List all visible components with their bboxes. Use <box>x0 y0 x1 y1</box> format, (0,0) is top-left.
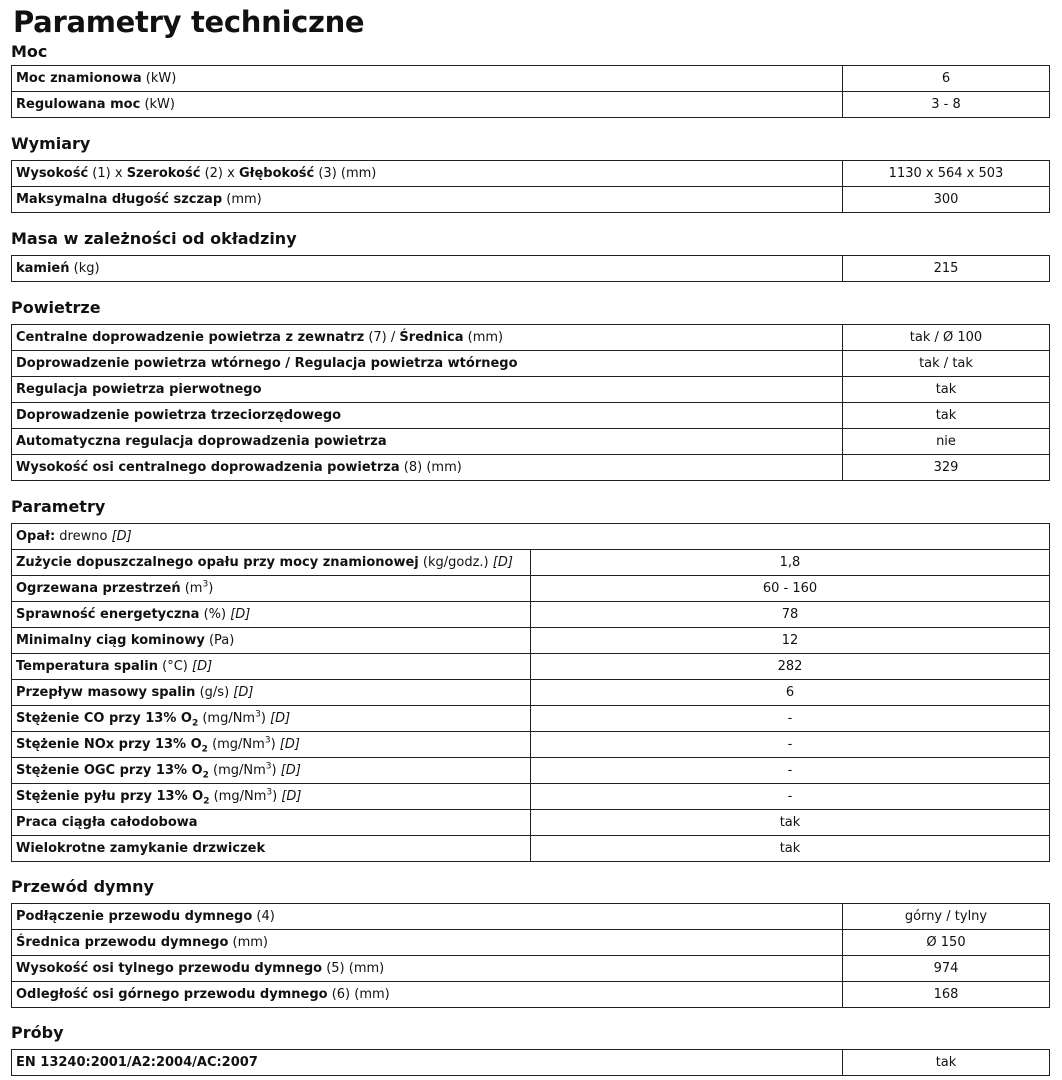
row-value: - <box>531 784 1050 810</box>
row-label: Stężenie pyłu przy 13% $O_2$ (mg/Nm$^3$) [D] <box>12 784 531 810</box>
row-label: kamień (kg) <box>12 256 843 282</box>
table-row <box>12 187 1050 213</box>
section-heading-parametry: Parametry <box>11 497 106 516</box>
section-heading-wymiary: Wymiary <box>11 134 91 153</box>
row-label: Maksymalna długość szczap (mm) <box>12 187 843 213</box>
table-masa <box>11 255 1050 282</box>
row-value: 329 <box>843 455 1050 481</box>
section-heading-proby: Próby <box>11 1023 64 1042</box>
row-value: 60 - 160 <box>531 576 1050 602</box>
row-label: EN 13240:2001/A2:2004/AC:2007 <box>12 1050 843 1076</box>
row-value: 168 <box>843 982 1050 1008</box>
table-row <box>12 377 1050 403</box>
row-label: Doprowadzenie powietrza trzeciorzędowego <box>12 403 843 429</box>
section-heading-przewod-dymny: Przewód dymny <box>11 877 154 896</box>
row-value: Ø 150 <box>843 930 1050 956</box>
table-row <box>12 66 1050 92</box>
table-row <box>12 256 1050 282</box>
row-label: Automatyczna regulacja doprowadzenia powietrza <box>12 429 843 455</box>
table-powietrze <box>11 324 1050 481</box>
row-label: Temperatura spalin (°C) [D] <box>12 654 531 680</box>
row-value: górny / tylny <box>843 904 1050 930</box>
row-label: Doprowadzenie powietrza wtórnego / Regulacja powietrza wtórnego <box>12 351 843 377</box>
row-value: tak <box>531 810 1050 836</box>
row-label: Stężenie CO przy 13% $O_2$ (mg/Nm$^3$) [D] <box>12 706 531 732</box>
row-label: Praca ciągła całodobowa <box>12 810 531 836</box>
row-value: tak <box>843 403 1050 429</box>
fuel-row: Opał: drewno [D] <box>12 524 1050 550</box>
table-moc <box>11 65 1050 118</box>
table-row <box>12 455 1050 481</box>
row-value: tak / tak <box>843 351 1050 377</box>
row-value: - <box>531 758 1050 784</box>
row-value: 974 <box>843 956 1050 982</box>
table-row <box>12 982 1050 1008</box>
row-value: 3 - 8 <box>843 92 1050 118</box>
row-label: Regulacja powietrza pierwotnego <box>12 377 843 403</box>
row-value: tak <box>531 836 1050 862</box>
table-proby <box>11 1049 1050 1076</box>
row-value: 6 <box>843 66 1050 92</box>
row-label: Średnica przewodu dymnego (mm) <box>12 930 843 956</box>
table-row <box>12 810 1050 836</box>
row-label: Regulowana moc (kW) <box>12 92 843 118</box>
row-label: Minimalny ciąg kominowy (Pa) <box>12 628 531 654</box>
row-value: - <box>531 706 1050 732</box>
row-value: 6 <box>531 680 1050 706</box>
table-row <box>12 92 1050 118</box>
row-value: 1130 x 564 x 503 <box>843 161 1050 187</box>
table-row <box>12 654 1050 680</box>
section-heading-moc: Moc <box>11 42 48 61</box>
row-value: 1,8 <box>531 550 1050 576</box>
section-heading-masa: Masa w zależności od okładziny <box>11 229 297 248</box>
row-value: 282 <box>531 654 1050 680</box>
table-row <box>12 956 1050 982</box>
section-heading-powietrze: Powietrze <box>11 298 101 317</box>
row-label: Sprawność energetyczna (%) [D] <box>12 602 531 628</box>
row-value: tak <box>843 377 1050 403</box>
row-label: Stężenie OGC przy 13% $O_2$ (mg/Nm$^3$) [D] <box>12 758 531 784</box>
row-value: 78 <box>531 602 1050 628</box>
row-label: Ogrzewana przestrzeń $(m^3)$ <box>12 576 531 602</box>
table-row <box>12 904 1050 930</box>
table-row <box>12 680 1050 706</box>
table-row <box>12 706 1050 732</box>
table-row <box>12 836 1050 862</box>
table-przewod-dymny <box>11 903 1050 1008</box>
table-parametry <box>11 523 1050 862</box>
row-label: Odległość osi górnego przewodu dymnego (6) (mm) <box>12 982 843 1008</box>
table-row <box>12 576 1050 602</box>
table-row <box>12 429 1050 455</box>
row-label: Centralne doprowadzenie powietrza z zewnatrz (7) / Średnica (mm) <box>12 325 843 351</box>
table-row <box>12 930 1050 956</box>
row-value: - <box>531 732 1050 758</box>
page-title: Parametry techniczne <box>13 5 365 39</box>
table-row <box>12 602 1050 628</box>
table-row <box>12 758 1050 784</box>
table-row <box>12 628 1050 654</box>
row-label: Wysokość osi tylnego przewodu dymnego (5) (mm) <box>12 956 843 982</box>
table-row <box>12 732 1050 758</box>
row-label: Wysokość osi centralnego doprowadzenia powietrza (8) (mm) <box>12 455 843 481</box>
table-row <box>12 524 1050 550</box>
row-value: tak <box>843 1050 1050 1076</box>
table-wymiary <box>11 160 1050 213</box>
row-label: Wielokrotne zamykanie drzwiczek <box>12 836 531 862</box>
row-value: tak / Ø 100 <box>843 325 1050 351</box>
row-label: Zużycie dopuszczalnego opału przy mocy znamionowej (kg/godz.) [D] <box>12 550 531 576</box>
table-row <box>12 403 1050 429</box>
table-row <box>12 1050 1050 1076</box>
row-value: 12 <box>531 628 1050 654</box>
row-label: Moc znamionowa (kW) <box>12 66 843 92</box>
row-value: nie <box>843 429 1050 455</box>
table-row <box>12 550 1050 576</box>
row-value: 300 <box>843 187 1050 213</box>
table-row <box>12 161 1050 187</box>
row-label: Wysokość (1) x Szerokość (2) x Głębokość (3) (mm) <box>12 161 843 187</box>
row-label: Podłączenie przewodu dymnego (4) <box>12 904 843 930</box>
row-value: 215 <box>843 256 1050 282</box>
table-row <box>12 784 1050 810</box>
row-label: Przepływ masowy spalin (g/s) [D] <box>12 680 531 706</box>
table-row <box>12 351 1050 377</box>
row-label: Stężenie NOx przy 13% $O_2$ (mg/Nm$^3$) [D] <box>12 732 531 758</box>
table-row <box>12 325 1050 351</box>
